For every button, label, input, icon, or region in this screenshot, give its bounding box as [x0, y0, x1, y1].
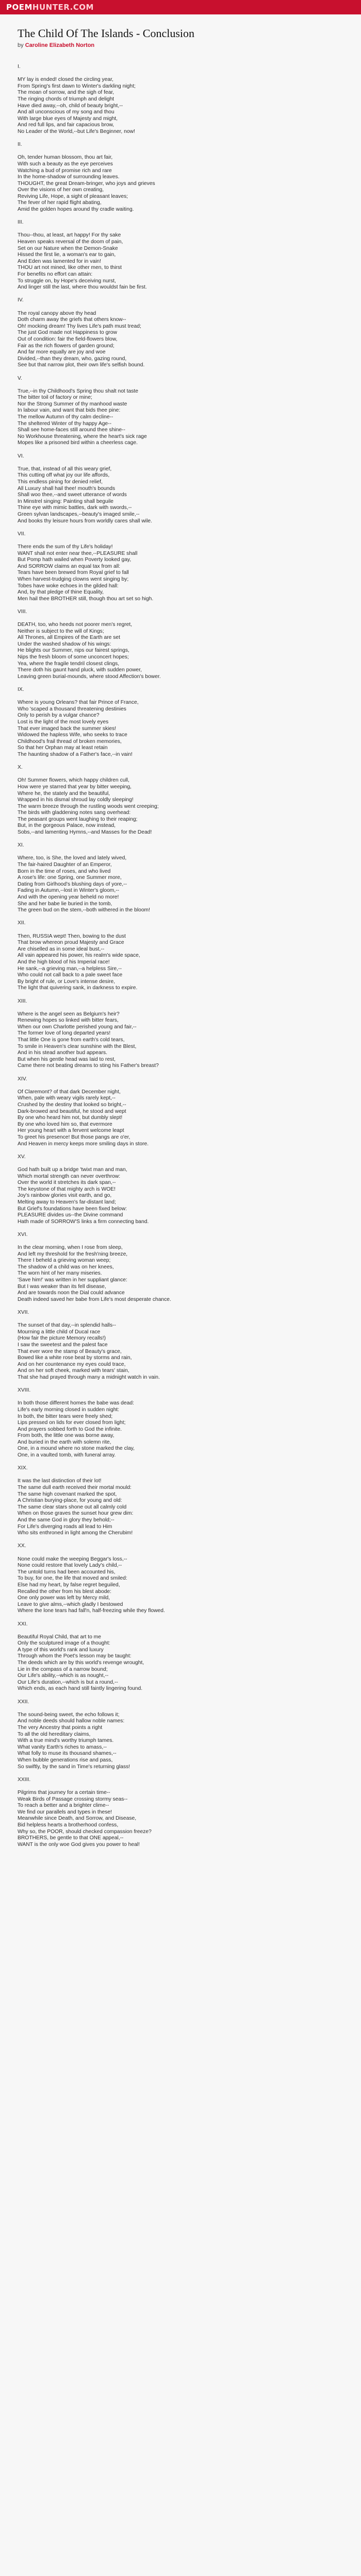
poem-line: Only the sculptured image of a thought: [18, 1640, 110, 1647]
poem-line: That brow whereon proud Majesty and Grace [18, 940, 124, 946]
poem-line: Who 'scaped a thousand threatening destinies [18, 706, 126, 712]
poem-line: What folly to muse its thousand shames,-- [18, 1751, 117, 1757]
poem-line: But, in the gorgeous Palace, now instead, [18, 823, 116, 829]
poem-line: Meanwhile since Death, and Sorrow, and Disease, [18, 1816, 137, 1822]
poem-line: Beautiful Royal Child, that art to me [18, 1634, 101, 1640]
poem-line: Out of condition: fair the field-flowers blow, [18, 336, 118, 342]
section-numeral: XXIII. [18, 1776, 31, 1783]
section-numeral: VI. [18, 453, 24, 459]
poem-line: Of Claremont? of that dark December night, [18, 1089, 121, 1095]
stanza [18, 1400, 344, 1459]
poem-line: Leaving green burial-mounds, where stood Affection's bower. [18, 673, 161, 680]
poem-line: Born in the time of roses, and who lived [18, 868, 111, 874]
poem-line: That ever wore the stamp of Beauty's grace, [18, 1348, 122, 1354]
poem-line: We find our parallels and types in these! [18, 1809, 112, 1815]
poem-line: So that her Orphan may at least retain [18, 745, 108, 751]
poem-line: Where the lone tears had fall'n, half-freezing while they flowed. [18, 1608, 165, 1614]
poem-line: Lie in the compass of a narrow bound; [18, 1666, 108, 1672]
section-numeral: IV. [18, 297, 24, 303]
poem-line: For Life's diverging roads all lead to Him [18, 1523, 112, 1530]
poem-line: Fair as the rich flowers of garden ground; [18, 343, 114, 349]
poem-line: See but that narrow plot, their own life's selfish bound. [18, 362, 145, 368]
poem-line: A type of this world's rank and luxury [18, 1647, 104, 1653]
poem-line: The sound-being sweet, the echo follows it; [18, 1711, 120, 1718]
poem-line: When bubble generations rise and pass, [18, 1757, 113, 1763]
poem-line: And on her countenance my eyes could trace, [18, 1361, 126, 1367]
poem-line: Crushed by the destiny that looked so bright,-- [18, 1102, 126, 1108]
section-numeral: XII. [18, 920, 26, 926]
stanza [18, 155, 344, 213]
poem-line: One only power was left by Mercy mild, [18, 1595, 110, 1601]
poem-line: All vain appeared his power, his realm's wide space, [18, 953, 140, 959]
poem-line: And left my threshold for the fresh'ning breeze, [18, 1251, 128, 1257]
poem-line: When, pale with weary vigils rarely kept,-- [18, 1095, 116, 1101]
poem-line: With a true mind's worthy triumph tames. [18, 1738, 114, 1744]
poem-line: Came there not beating dreams to sting his Father's breast? [18, 1063, 159, 1069]
poem-line: With large blue eyes of Majesty and might, [18, 115, 118, 122]
poem-line: Where he, the stately and the beautiful, [18, 790, 110, 796]
poem-line: By one who heard him not, but dumbly slept! [18, 1115, 123, 1121]
poem-line: MY lay is ended! closed the circling year, [18, 77, 113, 83]
stanza [18, 311, 344, 369]
poem-line: The birds with gladdening notes sang overhead: [18, 810, 131, 816]
poem-line: The warm breeze through the rustling woods went creeping; [18, 803, 159, 809]
poem-line: Her young heart with a fervent welcome leapt [18, 1128, 124, 1134]
poem-line: The just God made not Happiness to grow [18, 330, 117, 336]
poem-line: None could make the weeping Beggar's loss,-- [18, 1556, 127, 1562]
poem-line: Joy's rainbow glories visit earth, and go, [18, 1193, 112, 1199]
poem-line: WANT is the only woe God gives you power to heal! [18, 1841, 140, 1848]
poem-body [18, 64, 344, 1848]
poem-line: Hissed the first lie, a woman's ear to gain, [18, 252, 116, 258]
poem-line: In both, the bitter tears were freely shed; [18, 1413, 113, 1419]
poem-line: No Workhouse threatening, where the heart's sick rage [18, 433, 147, 439]
poem-line: Through whom the Poet's lesson may be taught: [18, 1653, 132, 1659]
poem-line: Mourning a little child of Ducal race [18, 1329, 101, 1335]
poem-line: He blights our Summer, nips our fairest springs, [18, 648, 129, 654]
byline [18, 42, 344, 48]
poem-line: The mellow Autumn of thy calm decline-- [18, 414, 113, 420]
poem-line: But I was weaker than its fell disease, [18, 1283, 106, 1290]
poem-line: But Pomp hath wailed when Poverty looked gay, [18, 557, 132, 563]
section-numeral: V. [18, 375, 22, 381]
poem-line: When on those graves the sunset hour grew dim: [18, 1511, 134, 1517]
poem-line: The fever of her rapid flight abating, [18, 200, 102, 206]
poem-line: Nor the Strong Summer of thy manhood waste [18, 401, 127, 407]
poem-line: Tobes have woke echoes in the gilded hall: [18, 583, 119, 589]
poem-line: THOUGHT, the great Dream-bringer, who joys and grieves [18, 180, 155, 187]
poem-line: Lips pressed on lids for ever closed from light; [18, 1420, 126, 1426]
stanza [18, 855, 344, 913]
poem-line: Thou--thou, at least, art happy! For thy sake [18, 232, 121, 239]
poem-line: The haunting shadow of a Father's face,--in vain! [18, 751, 133, 757]
poem-line: The worn hint of her many miseries. [18, 1270, 102, 1277]
poem-line: There I beheld a grieving woman weep; [18, 1258, 111, 1264]
poem-line: Neither is subject to the will of Kings; [18, 628, 104, 634]
poem-line: Childhood's frail thread of broken memories, [18, 738, 122, 744]
section-numeral: XIII. [18, 998, 27, 1004]
poem-line: Death indeed saved her babe from Life's most desperate chance. [18, 1296, 171, 1302]
poem-line: The sheltered Winter of thy happy Age-- [18, 420, 112, 427]
poem-line: BROTHERS, be gentle to that ONE appeal,-- [18, 1835, 124, 1841]
poem-line: And red full lips, and fair capacious brow, [18, 122, 114, 128]
poem-line: Divided,--than they dream, who, gazing round, [18, 355, 127, 362]
poem-line: Where is the angel seen as Belgium's heir? [18, 1011, 120, 1017]
poem-title: The Child Of The Islands - Conclusion [18, 27, 194, 40]
poem-line: From both, the little one was borne away, [18, 1433, 114, 1439]
poem-line: One, in a mound where no stone marked the clay, [18, 1446, 135, 1452]
poem-line: And noble deeds should hallow noble names: [18, 1718, 125, 1724]
poem-line: Sobs,--and lamenting Hymns,--and Masses for the Dead! [18, 829, 152, 836]
stanza [18, 934, 344, 992]
poem-line: She and her babe lie buried in the tomb, [18, 901, 112, 907]
section-numeral: III. [18, 219, 24, 226]
poem-line: Bid helpless hearts a brotherhood confess, [18, 1822, 119, 1828]
poem-line: Oh! Summer flowers, which happy children cull, [18, 777, 129, 784]
poem-line: Leave to give alms,--which gladly I bestowed [18, 1601, 123, 1607]
by-label: by [18, 42, 24, 48]
poem-line: When our own Charlotte perished young and fair,-- [18, 1024, 137, 1030]
stanza [18, 1790, 344, 1848]
poem-line: The former love of long departed years! [18, 1030, 111, 1037]
poem-line: Fading in Autumn,--lost in Winter's gloom,-- [18, 888, 120, 894]
stanza [18, 1712, 344, 1770]
section-numeral: XVIII. [18, 1387, 31, 1394]
poem-line: True,--in thy Childhood's Spring thou shalt not taste [18, 388, 138, 394]
poem-line: The same dull earth received their mortal mould: [18, 1485, 132, 1491]
poem-line: Men hail thee BROTHER still, though thou art set so high. [18, 596, 154, 602]
stanza [18, 1089, 344, 1147]
poem-line: He sank,--a grieving man,--a helpless Sire,-- [18, 965, 122, 972]
poem-line: All Luxury shall hail thee! mouth's bounds [18, 485, 116, 492]
poem-line: With such a beauty as the eye perceives [18, 161, 113, 167]
author-link[interactable]: Caroline Elizabeth Norton [25, 42, 95, 48]
poem-line: Our Life's ability,--which is as nought,-- [18, 1673, 109, 1679]
poem-line: Widowed the hapless Wife, who seeks to trace [18, 732, 127, 738]
poem-line: The fair-haired Daughter of an Emperor, [18, 862, 112, 868]
poem-line: Over the world it stretches its dark span,-- [18, 1180, 116, 1186]
stanza [18, 1245, 344, 1303]
poem-line: The keystone of that mighty arch is WOE! [18, 1186, 116, 1192]
poem-line: This endless pining for denied relief, [18, 479, 103, 485]
poem-line: By one who loved him so, that evermore [18, 1121, 112, 1127]
poem-line: Which mortal strength can never overthrow: [18, 1173, 121, 1179]
poem-line: So swiftly, by the sand in Time's returning glass! [18, 1764, 130, 1770]
section-numeral: IX. [18, 687, 24, 692]
poem-line: THOU art not mined, like other men, to thirst [18, 265, 122, 271]
poem-line: Heaven speaks reversal of the doom of pain, [18, 239, 123, 245]
poem-line: Pilgrims that journey for a certain time-- [18, 1789, 110, 1795]
poem-line: And SORROW claims an equal tax from all: [18, 563, 121, 569]
poem-line: DEATH, too, who heeds not poorer men's regret, [18, 622, 133, 628]
poem-line: That she had prayed through many a midnight watch in vain. [18, 1374, 160, 1380]
poem-line: In the home-shadow of surrounding leaves. [18, 174, 120, 180]
poem-line: (How fair the picture Memory recalls!) [18, 1335, 106, 1342]
poem-line: And prayers sobbed forth to God the infinite. [18, 1426, 122, 1432]
poem-line: Have died away,--oh, child of beauty bright,-- [18, 103, 123, 109]
poem-line: What vanity Earth's riches to amass,-- [18, 1744, 107, 1750]
poem-line: All Thrones, all Empires of the Earth are set [18, 635, 120, 641]
section-numeral: VIII. [18, 608, 27, 615]
stanza [18, 1478, 344, 1536]
poem-line: The light that quivering sank, in darkness to expire. [18, 985, 138, 991]
poem-line: Are chiselled as in some ideal bust,-- [18, 946, 105, 952]
poem-line: From Spring's first dawn to Winter's darkling night; [18, 83, 136, 89]
section-numeral: VII. [18, 531, 26, 537]
stanza [18, 1011, 344, 1070]
poem-line: And Heaven in mercy keeps more smiling days in store. [18, 1141, 149, 1147]
poem-line: Nips the fresh bloom of some unconcert hopes; [18, 654, 129, 660]
poem-line: None could restore that lovely Lady's child,-- [18, 1563, 122, 1569]
poem-line: In the clear morning, when I rose from sleep, [18, 1245, 123, 1251]
poem-line: Shall woo thee,--and sweet utterance of words [18, 492, 127, 498]
section-numeral: II. [18, 142, 22, 148]
poem-line: And on her soft cheek, marked with tears' stain, [18, 1368, 129, 1374]
poem-line: Yea, where the fragile tendril closest clings, [18, 660, 120, 667]
section-numeral: XXII. [18, 1699, 29, 1705]
poem-line: And Eden was lamented for in vain! [18, 258, 101, 264]
poem-line: There doth his gaunt hand pluck, with sudden power, [18, 667, 142, 673]
poem-line: The same clear stars shone out all calmly cold [18, 1504, 127, 1510]
section-numeral: XV. [18, 1154, 26, 1160]
stanza [18, 77, 344, 135]
poem-line: Renewing hopes so linked with bitter fears, [18, 1018, 119, 1024]
poem-line: The royal canopy above thy head [18, 310, 96, 316]
poem-line: The deeds which are by this world's revenge wrought, [18, 1660, 144, 1666]
poem-line: Else had my heart, by false regret beguiled, [18, 1582, 120, 1588]
poem-line: The very Ancestry that points a right [18, 1725, 103, 1731]
poem-line: True, that, instead of all this weary grief, [18, 466, 112, 472]
poem-line: The same high covenant marked the spot, [18, 1491, 117, 1497]
poem-line: And with the opening year beheld no more! [18, 894, 119, 900]
poem-line: In Minstrel singing: Painting shall beguile [18, 498, 114, 504]
poem-line: The bitter toil of factory or mine; [18, 395, 92, 401]
poem-line: Set on our Nature when the Demon-Snake [18, 245, 118, 251]
poem-line: Hath made of SORROW'S links a firm connecting band. [18, 1218, 149, 1225]
section-numeral: X. [18, 765, 23, 771]
poem-line: The sunset of that day,--in splendid halls-- [18, 1323, 116, 1329]
poem-line: Dating from Girlhood's blushing days of yore,-- [18, 881, 127, 887]
poem-line: It was the last distinction of their lot! [18, 1478, 102, 1484]
section-numeral: XIV. [18, 1076, 27, 1082]
poem-line: Wrapped in his dismal shroud lay coldly sleeping! [18, 797, 134, 803]
poem-line: Recalled the other from his blest abode: [18, 1588, 112, 1595]
poem-line: By bright of rule, or Love's intense desire, [18, 978, 116, 985]
poem-page [0, 14, 361, 1848]
poem-line: Life's early morning closed in sudden night: [18, 1406, 120, 1413]
poem-line: Oh! mocking dream! Thy lives Life's path must tread; [18, 323, 141, 329]
poem-line: WANT shall not enter near thee,--PLEASURE shall [18, 550, 138, 556]
poem-line: Which ends, as each hand still faintly lingering found. [18, 1686, 143, 1692]
poem-line: But Grief's foundations have been fixed below: [18, 1206, 127, 1212]
section-numeral: XIX. [18, 1465, 28, 1471]
poem-line: Lost is the light of the most lovely eyes [18, 719, 109, 725]
poem-line: Why so, the POOR, should checked compassion freeze? [18, 1828, 152, 1835]
stanza [18, 1167, 344, 1225]
poem-line: Thine eye with mimic battles, dark with swords,-- [18, 505, 132, 511]
stanza [18, 232, 344, 291]
poem-line: But when his gentle head was laid to rest, [18, 1056, 116, 1062]
poem-line: That little One is gone from earth's cold tears, [18, 1037, 125, 1043]
site-logo[interactable]: POEMHUNTER.COM [6, 3, 94, 12]
poem-line: Melting away to Heaven's far-distant land; [18, 1199, 116, 1205]
poem-line: Where, too, is She, the loved and lately wived, [18, 855, 127, 861]
poem-line: One, in a vaulted tomb, with funeral array. [18, 1452, 116, 1459]
poem-line: To struggle on, by Hope's deceiving nurst, [18, 278, 116, 284]
poem-line: There ends the sum of thy Life's holiday! [18, 544, 113, 550]
poem-line: The untold turns had been accounted his, [18, 1569, 116, 1575]
poem-line: The moan of sorrow, and the sigh of fear, [18, 90, 114, 96]
poem-line: Only to perish by a vulgar chance? [18, 713, 100, 719]
poem-line: In both those different homes the babe was dead: [18, 1400, 134, 1406]
poem-line: The shadow of a child was on her knees, [18, 1264, 114, 1270]
section-numeral: I. [18, 64, 21, 70]
section-numeral: XX. [18, 1543, 26, 1549]
poem-line: Oh, tender human blossom, thou art fair, [18, 155, 113, 161]
poem-line: Our Life's duration,--which is but a round,-- [18, 1679, 118, 1685]
poem-line: A rose's life: one Spring, one Summer more, [18, 875, 122, 881]
poem-line: And the same God in glory they behold;-- [18, 1517, 114, 1523]
section-numeral: XI. [18, 842, 24, 849]
poem-line: The green bud on the stem,--both withered in the bloom! [18, 907, 150, 913]
poem-line: And books thy leisure hours from worldly cares shall wile. [18, 518, 152, 524]
poem-line: Dark-browed and beautiful, he stood and wept [18, 1108, 126, 1114]
poem-line: And the high blood of his Imperial race! [18, 959, 110, 965]
section-numeral: XVI. [18, 1231, 28, 1238]
poem-line: Over the visions of her own creating, [18, 187, 104, 193]
poem-line: Doth charm away the griefs that others know-- [18, 317, 126, 323]
poem-line: Shall see home-faces still around thee shine-- [18, 427, 125, 433]
poem-line: Bowed like a white rose beat by storms and rain, [18, 1355, 132, 1361]
poem-line: A Christian burying-place, for young and old: [18, 1498, 122, 1504]
poem-line: And linger still the last, where thou wouldst fain be first. [18, 284, 147, 291]
poem-line: And buried in the earth with solemn rite, [18, 1439, 111, 1445]
stanza [18, 622, 344, 680]
poem-line: Where is young Orleans? that fair Prince of France, [18, 700, 139, 706]
section-numeral: XXI. [18, 1621, 28, 1627]
stanza [18, 1323, 344, 1381]
poem-line: To greet his presence! But those pangs are o'er, [18, 1134, 130, 1140]
section-numeral: XVII. [18, 1310, 29, 1315]
poem-line: And all unconscious of my song and thou [18, 109, 114, 115]
stanza [18, 777, 344, 836]
poem-line: Weak Birds of Passage crossing stormy seas-- [18, 1796, 128, 1802]
poem-line: The peasant groups went laughing to their reaping; [18, 816, 138, 822]
poem-line: To all the old hereditary claims, [18, 1731, 91, 1737]
stanza [18, 700, 344, 758]
poem-line: For benefits no effort can attain: [18, 272, 93, 277]
poem-line: Mopes like a prisoned bird within a cheerless cage. [18, 440, 138, 446]
poem-line: In labour vain, and want that bids thee pine: [18, 408, 121, 414]
stanza [18, 1556, 344, 1615]
poem-line: This cutting off what joy our life affords, [18, 472, 110, 479]
poem-line: Under the washed shadow of his wings: [18, 641, 111, 647]
poem-line: And, by that pledge of thine Equality, [18, 589, 104, 596]
poem-line: Watching a bud of promise rich and rare [18, 167, 112, 174]
stanza [18, 388, 344, 447]
poem-line: Tears have been brewed from Royal grief to fall [18, 570, 129, 576]
poem-line: Reviving Life, Hope, a sight of pleasant leaves; [18, 193, 128, 199]
stanza [18, 544, 344, 602]
poem-line: No Leader of the World,--but Life's Beginner, now! [18, 128, 135, 134]
site-header [0, 0, 361, 14]
poem-line: God hath built up a bridge 'twixt man and man, [18, 1166, 127, 1173]
poem-line: When harvest-trudging clowns went singing by; [18, 576, 129, 582]
poem-line: The ringing chords of triumph and delight [18, 96, 114, 102]
poem-line: To reach a better and a brighter clime-- [18, 1803, 109, 1809]
poem-line: I saw the sweetest and the palest face [18, 1342, 108, 1348]
poem-line: PLEASURE divides us--the Divine command [18, 1212, 123, 1218]
poem-line: That ever imaged back the summer skies! [18, 725, 117, 732]
poem-line: And far more equally are joy and woe [18, 349, 106, 355]
poem-line: Green sylvan landscapes,--beauty's imaged smile,-- [18, 511, 140, 517]
poem-line: 'Save him!' was written in her suppliant glance: [18, 1277, 127, 1283]
poem-line: Then, RUSSIA wept! Then, bowing to the dust [18, 933, 126, 939]
poem-line: To smile in Heaven's clear sunshine with the Blest, [18, 1043, 137, 1049]
stanza [18, 466, 344, 524]
poem-line: To buy, for one, the life that moved and smiled: [18, 1575, 127, 1582]
poem-line: Who sits enthroned in light among the Cherubim! [18, 1530, 133, 1536]
poem-line: Amid the golden hopes around thy cradle waiting. [18, 207, 134, 213]
poem-line: And in his stead another bud appears. [18, 1050, 108, 1056]
stanza [18, 1634, 344, 1692]
poem-line: Who could not call back to a pale sweet face [18, 972, 123, 978]
poem-line: And are towards noon the Dial could advance [18, 1290, 125, 1296]
poem-line: How were ye starred that year by bitter weeping, [18, 784, 132, 790]
